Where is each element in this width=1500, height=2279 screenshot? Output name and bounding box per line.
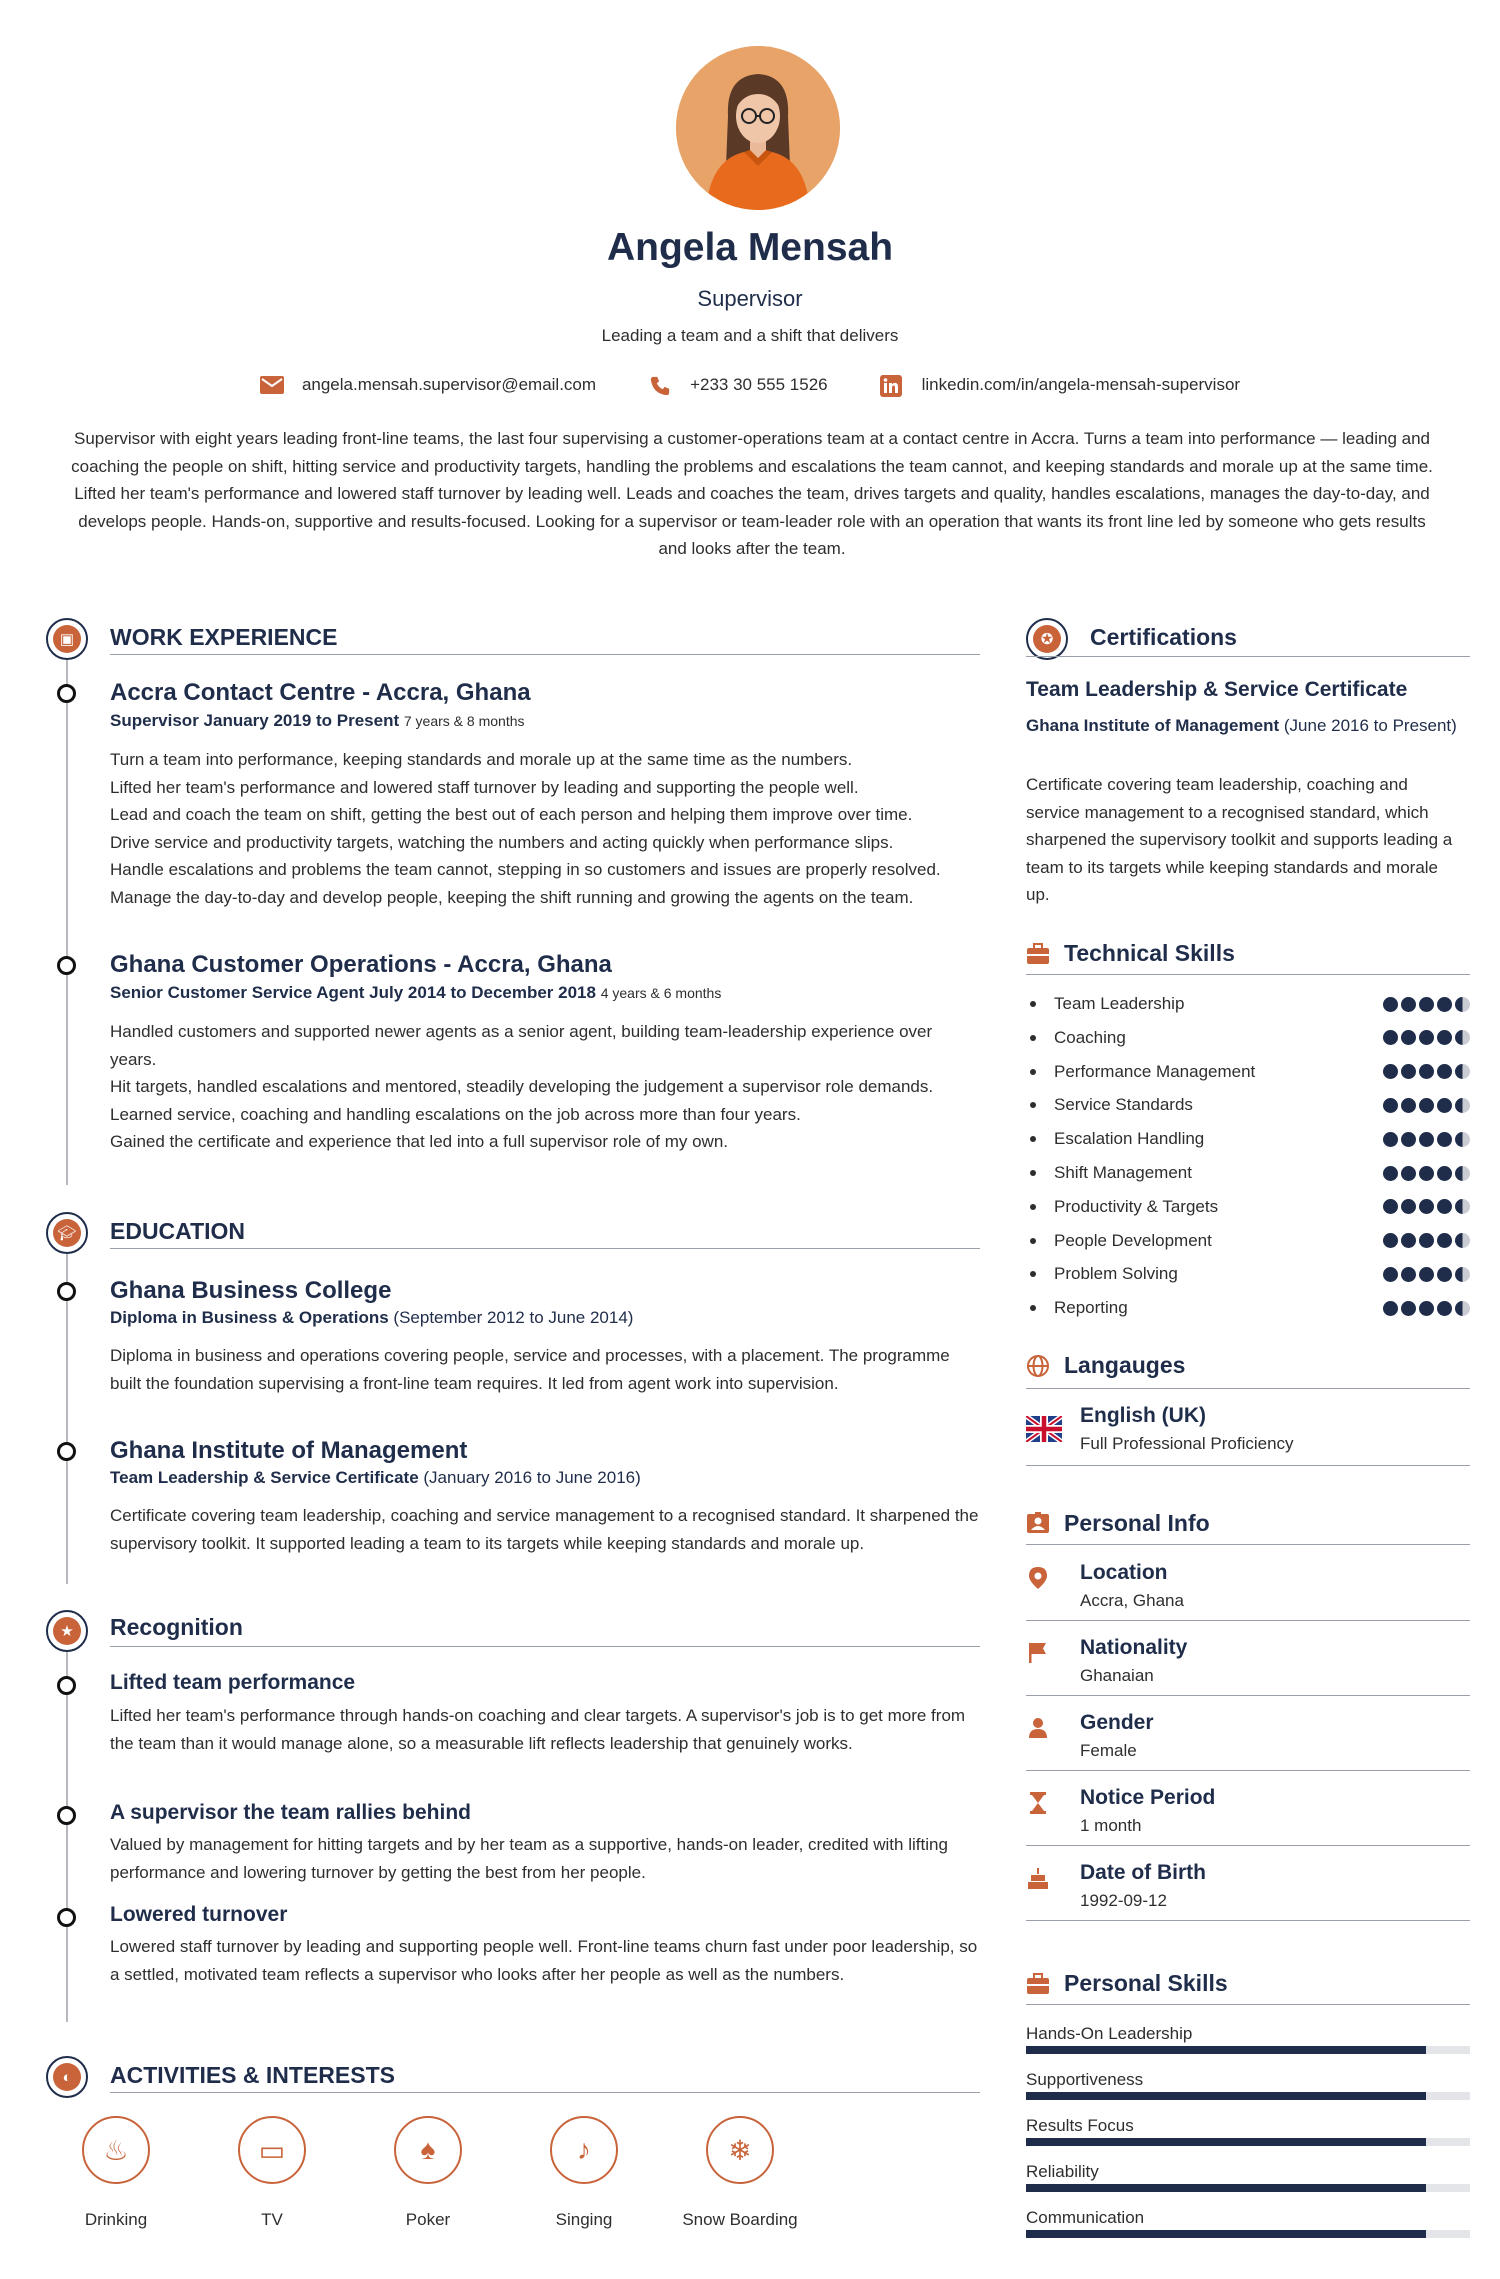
skill-bar-fill <box>1026 2092 1426 2100</box>
skill-row <box>1030 1028 1470 1048</box>
bullet <box>1030 1001 1036 1007</box>
rating-dot <box>1437 1064 1452 1079</box>
education-description: Certificate covering team leadership, coaching and service management to a recognised standard. It sharpened the supervisory toolkit. It supported leading a team to its targets while keeping standards and morale up. <box>110 1506 979 1553</box>
skill-bar-track <box>1026 2138 1470 2146</box>
location-pin-icon <box>1026 1566 1050 1590</box>
rating-dot <box>1383 1267 1398 1282</box>
rating-dot <box>1401 1233 1416 1248</box>
info-value: 1 month <box>1080 1816 1142 1835</box>
education-description: Diploma in business and operations covering people, service and processes, with a placement. The programme built the foundation supervising a front-line team requires. It led from agent work into supervision. <box>110 1346 950 1393</box>
divider <box>1026 1465 1470 1466</box>
divider <box>1026 1695 1470 1696</box>
skill-bar-fill <box>1026 2138 1426 2146</box>
skill-rating <box>1383 1030 1470 1045</box>
rating-dot <box>1383 1098 1398 1113</box>
skill-row <box>1030 1298 1470 1318</box>
education-heading: EDUCATION <box>110 1218 246 1244</box>
personal-skill-label: Results Focus <box>1026 2116 1134 2135</box>
skill-rating <box>1383 1301 1470 1316</box>
personal-skill-label: Supportiveness <box>1026 2070 1144 2089</box>
rating-dot <box>1437 1199 1452 1214</box>
skill-rating <box>1383 1267 1470 1282</box>
rating-dot <box>1437 1132 1452 1147</box>
rating-dot <box>1383 1166 1398 1181</box>
rating-dot <box>1455 1301 1470 1316</box>
rating-dot <box>1437 1030 1452 1045</box>
rating-dot <box>1383 1064 1398 1079</box>
skill-bar-fill <box>1026 2046 1426 2054</box>
rating-dot <box>1455 1199 1470 1214</box>
degree-name: Team Leadership & Service Certificate <box>110 1468 419 1487</box>
rating-dot <box>1383 1030 1398 1045</box>
info-value: Accra, Ghana <box>1080 1591 1184 1610</box>
activities-heading: ACTIVITIES & INTERESTS <box>110 2062 395 2088</box>
rating-dot <box>1437 997 1452 1012</box>
contact-phone[interactable] <box>648 375 828 395</box>
skill-name: People Development <box>1054 1230 1212 1250</box>
person-icon <box>1026 1716 1050 1740</box>
rating-dot <box>1419 1064 1434 1079</box>
activity-item <box>80 2116 152 2230</box>
degree <box>110 1468 641 1488</box>
certificate-badge-icon: ✪ <box>1026 618 1068 660</box>
activity-item <box>548 2116 620 2230</box>
rating-dot <box>1437 1301 1452 1316</box>
toolbox-icon <box>1026 942 1050 966</box>
skill-row <box>1030 1163 1470 1183</box>
recognition-text: Valued by management for hitting targets and by her team as a supportive, hands-on leader, credited with lifting performance and lowering turnover by getting the best from her people. <box>110 1835 948 1882</box>
skill-rating <box>1383 1064 1470 1079</box>
skill-row <box>1030 1062 1470 1082</box>
activities-list <box>80 2116 798 2230</box>
linkedin-icon <box>880 375 904 395</box>
skill-bar-track <box>1026 2184 1470 2192</box>
job-line: Gained the certificate and experience that led into a full supervisor role of my own. <box>110 1132 729 1152</box>
skill-bar-fill <box>1026 2230 1426 2238</box>
skill-rating <box>1383 997 1470 1012</box>
singing-icon: ♪ <box>550 2116 618 2184</box>
contact-linkedin[interactable] <box>880 375 1240 395</box>
divider <box>1026 1770 1470 1771</box>
skill-bar-track <box>1026 2046 1470 2054</box>
rating-dot <box>1419 1199 1434 1214</box>
divider <box>1026 656 1470 657</box>
skill-name: Coaching <box>1054 1027 1126 1047</box>
divider <box>1026 2004 1470 2005</box>
info-label: Gender <box>1080 1711 1154 1734</box>
rating-dot <box>1419 1301 1434 1316</box>
toolbox-icon <box>1026 1972 1050 1996</box>
job-line: Lifted her team's performance and lowered staff turnover by leading and supporting the people well. <box>110 777 859 797</box>
job-line: Drive service and productivity targets, watching the numbers and acting quickly when performance slips. <box>110 832 894 852</box>
skill-name: Performance Management <box>1054 1061 1256 1081</box>
rating-dot <box>1455 1132 1470 1147</box>
skill-rating <box>1383 1166 1470 1181</box>
rating-dot <box>1383 1233 1398 1248</box>
timeline-line <box>66 1652 68 2022</box>
job-line: Learned service, coaching and handling escalations on the job across more than four years. <box>110 1104 801 1124</box>
info-label: Notice Period <box>1080 1786 1216 1809</box>
rating-dot <box>1419 1267 1434 1282</box>
divider <box>1026 1388 1470 1389</box>
skill-name: Escalation Handling <box>1054 1129 1205 1149</box>
skill-row <box>1030 1231 1470 1251</box>
bullet <box>1030 1136 1036 1142</box>
rating-dot <box>1437 1166 1452 1181</box>
rating-dot <box>1437 1267 1452 1282</box>
info-value: Ghanaian <box>1080 1666 1154 1685</box>
info-value: Female <box>1080 1741 1137 1760</box>
personal-skills-heading: Personal Skills <box>1064 1970 1228 1996</box>
info-label: Date of Birth <box>1080 1861 1206 1884</box>
candidate-name: Angela Mensah <box>606 226 894 269</box>
degree-dates: (September 2012 to June 2014) <box>393 1308 634 1327</box>
rating-dot <box>1401 1267 1416 1282</box>
skill-row <box>1030 1264 1470 1284</box>
rating-dot <box>1383 1199 1398 1214</box>
divider <box>1026 1920 1470 1921</box>
tagline: Leading a team and a shift that delivers <box>601 326 899 345</box>
rating-dot <box>1455 997 1470 1012</box>
skill-rating <box>1383 1233 1470 1248</box>
activity-item <box>392 2116 464 2230</box>
rating-dot <box>1401 1098 1416 1113</box>
uk-flag-icon <box>1026 1416 1062 1442</box>
timeline-dot <box>57 1908 76 1927</box>
rating-dot <box>1401 1132 1416 1147</box>
profile-summary: Supervisor with eight years leading front-line teams, the last four supervising a customer-operations team at a contact centre in Accra. Turns a team into performance — leading and coaching the people on shift, hitting service and productivity targets, handling the problems and escalations the team cannot, and keeping standards and morale up at the same time. Lifted her team's performance and lowered staff turnover by leading well. Leads and coaches the team, drives targets and quality, handles escalations, manages the day-to-day, and develops people. Hands-on, supportive and results-focused. Looking for a supervisor or team-leader role with an operation that wants its front line led by someone who gets results and looks after the team. <box>71 429 1433 559</box>
cake-icon <box>1026 1866 1050 1890</box>
divider <box>110 2092 980 2093</box>
issuer-name: Ghana Institute of Management <box>1026 716 1280 735</box>
rating-dot <box>1419 1098 1434 1113</box>
profile-photo <box>676 46 840 210</box>
activity-label: Singing <box>555 2210 613 2229</box>
skill-name: Shift Management <box>1054 1163 1192 1182</box>
job-line: Turn a team into performance, keeping standards and morale up at the same time as the numbers. <box>110 750 853 769</box>
skill-name: Team Leadership <box>1054 994 1185 1013</box>
skill-rating <box>1383 1199 1470 1214</box>
id-card-icon <box>1026 1511 1050 1535</box>
skill-bar-track <box>1026 2092 1470 2100</box>
rating-dot <box>1401 1064 1416 1079</box>
rating-dot <box>1419 1132 1434 1147</box>
divider <box>110 654 980 655</box>
rating-dot <box>1419 1233 1434 1248</box>
rating-dot <box>1401 1301 1416 1316</box>
timeline-dot <box>57 684 76 703</box>
rating-dot <box>1383 1301 1398 1316</box>
timeline-dot <box>57 1442 76 1461</box>
skill-row <box>1030 1095 1470 1115</box>
personal-skill-label: Reliability <box>1026 2162 1099 2181</box>
rating-dot <box>1455 1064 1470 1079</box>
timeline-dot <box>57 956 76 975</box>
recognition-title: A supervisor the team rallies behind <box>110 1801 471 1824</box>
rating-dot <box>1401 1030 1416 1045</box>
activity-item <box>236 2116 308 2230</box>
recognition-text: Lowered staff turnover by leading and supporting people well. Front-line teams churn fast under poor leadership, so a settled, motivated team reflects a supervisor who looks after her people as well as the numbers. <box>110 1937 978 1984</box>
globe-icon <box>1026 1354 1050 1378</box>
work-experience-heading: WORK EXPERIENCE <box>110 624 338 650</box>
rating-dot <box>1401 1199 1416 1214</box>
timeline-dot <box>57 1676 76 1695</box>
degree-dates: (January 2016 to June 2016) <box>423 1468 641 1487</box>
personal-skill-label: Hands-On Leadership <box>1026 2024 1193 2043</box>
rating-dot <box>1455 1166 1470 1181</box>
job-line: Hit targets, handled escalations and mentored, steadily developing the judgement a supervisor role demands. <box>110 1077 934 1097</box>
skill-bar-fill <box>1026 2184 1426 2192</box>
activity-label: Poker <box>405 2210 451 2229</box>
info-value: 1992-09-12 <box>1080 1891 1167 1910</box>
skill-name: Productivity & Targets <box>1054 1196 1219 1216</box>
job-line: Lead and coach the team on shift, getting the best out of each person and helping them improve over time. <box>110 805 913 825</box>
timeline-dot <box>57 1806 76 1825</box>
divider <box>1026 1620 1470 1621</box>
rating-dot <box>1383 997 1398 1012</box>
divider <box>1026 1544 1470 1545</box>
info-label: Location <box>1080 1561 1168 1584</box>
flag-icon <box>1026 1641 1050 1665</box>
phone-text[interactable]: +233 30 555 1526 <box>690 375 828 394</box>
skill-row <box>1030 1197 1470 1217</box>
certificate-issuer <box>1026 714 1466 738</box>
skill-row <box>1030 1129 1470 1149</box>
certificate-name: Team Leadership & Service Certificate <box>1026 678 1408 701</box>
job-company: Accra Contact Centre - Accra, Ghana <box>110 679 531 706</box>
contact-email[interactable] <box>260 375 596 395</box>
rating-dot <box>1401 997 1416 1012</box>
job-role <box>110 983 721 1003</box>
star-award-icon: ★ <box>46 1610 88 1652</box>
bullet <box>1030 1069 1036 1075</box>
snowboarding-icon: ❄ <box>706 2116 774 2184</box>
bullet <box>1030 1238 1036 1244</box>
personal-info-heading: Personal Info <box>1064 1510 1210 1536</box>
technical-skills-heading: Technical Skills <box>1064 940 1235 966</box>
activity-item <box>682 2116 798 2230</box>
divider <box>1026 974 1470 975</box>
bullet <box>1030 1271 1036 1277</box>
recognition-title: Lifted team performance <box>110 1671 356 1694</box>
linkedin-text[interactable]: linkedin.com/in/angela-mensah-supervisor <box>921 375 1241 394</box>
divider <box>1026 1845 1470 1846</box>
job-company: Ghana Customer Operations - Accra, Ghana <box>110 951 612 978</box>
recognition-heading: Recognition <box>110 1614 243 1640</box>
personal-skill-label: Communication <box>1026 2208 1145 2227</box>
email-text[interactable]: angela.mensah.supervisor@email.com <box>301 375 597 394</box>
timeline-line <box>66 1254 68 1584</box>
job-duration: 7 years & 8 months <box>403 713 525 729</box>
job-description <box>110 1018 980 1156</box>
phone-icon <box>648 375 672 395</box>
rating-dot <box>1419 1030 1434 1045</box>
degree <box>110 1308 633 1328</box>
school-name: Ghana Institute of Management <box>110 1437 468 1464</box>
job-role <box>110 711 525 731</box>
activity-label: TV <box>261 2210 283 2229</box>
certifications-heading: Certifications <box>1090 624 1237 650</box>
drinking-icon: ♨ <box>82 2116 150 2184</box>
bullet <box>1030 1035 1036 1041</box>
certificate-dates: (June 2016 to Present) <box>1283 716 1457 735</box>
skill-name: Reporting <box>1054 1298 1128 1318</box>
language-level: Full Professional Proficiency <box>1080 1434 1294 1453</box>
skill-rating <box>1383 1098 1470 1113</box>
rating-dot <box>1437 1098 1452 1113</box>
graduation-cap-icon: 🎓︎ <box>46 1212 88 1254</box>
skill-rating <box>1383 1132 1470 1147</box>
degree-name: Diploma in Business & Operations <box>110 1308 389 1327</box>
tv-icon: ▭ <box>238 2116 306 2184</box>
job-description <box>110 746 980 912</box>
bullet <box>1030 1204 1036 1210</box>
contact-bar <box>0 375 1500 395</box>
skill-name: Problem Solving <box>1054 1264 1178 1284</box>
rating-dot <box>1437 1233 1452 1248</box>
bullet <box>1030 1170 1036 1176</box>
hourglass-icon <box>1026 1791 1050 1815</box>
certificate-description: Certificate covering team leadership, coaching and service management to a recognised standard, which sharpened the supervisory toolkit and supports leading a team to its targets while keeping standards and morale up. <box>1026 775 1453 905</box>
bullet <box>1030 1102 1036 1108</box>
bullet <box>1030 1305 1036 1311</box>
job-title: Supervisor <box>697 286 803 311</box>
info-label: Nationality <box>1080 1636 1188 1659</box>
skill-bar-track <box>1026 2230 1470 2238</box>
job-duration: 4 years & 6 months <box>600 985 722 1001</box>
activity-label: Drinking <box>84 2210 148 2229</box>
job-role-text: Senior Customer Service Agent July 2014 to December 2018 <box>110 983 596 1002</box>
job-line: Handled customers and supported newer agents as a senior agent, building team-leadership experience over years. <box>110 1022 933 1069</box>
activity-label: Snow Boarding <box>682 2210 798 2229</box>
languages-heading: Langauges <box>1064 1352 1186 1378</box>
timeline-dot <box>57 1282 76 1301</box>
school-name: Ghana Business College <box>110 1277 392 1304</box>
rating-dot <box>1419 1166 1434 1181</box>
rating-dot <box>1455 1267 1470 1282</box>
skill-row <box>1030 994 1470 1014</box>
recognition-title: Lowered turnover <box>110 1903 288 1926</box>
rating-dot <box>1401 1166 1416 1181</box>
recognition-text: Lifted her team's performance through hands-on coaching and clear targets. A supervisor's job is to get more from the team than it would manage alone, so a measurable lift reflects leadership that genuinely works. <box>110 1706 966 1753</box>
job-role-text: Supervisor January 2019 to Present <box>110 711 400 730</box>
job-line: Handle escalations and problems the team cannot, stepping in so customers and issues are properly resolved. <box>110 860 941 880</box>
divider <box>110 1646 980 1647</box>
poker-icon: ♠ <box>394 2116 462 2184</box>
rating-dot <box>1455 1030 1470 1045</box>
rating-dot <box>1419 997 1434 1012</box>
rating-dot <box>1383 1132 1398 1147</box>
palette-icon: ◐ <box>46 2056 88 2098</box>
language-name: English (UK) <box>1080 1404 1206 1427</box>
email-icon <box>260 375 284 395</box>
timeline-line <box>66 660 68 1185</box>
skill-name: Service Standards <box>1054 1095 1193 1115</box>
briefcase-icon: ▣ <box>46 618 88 660</box>
rating-dot <box>1455 1233 1470 1248</box>
divider <box>110 1248 980 1249</box>
job-line: Manage the day-to-day and develop people, keeping the shift running and growing the agents on the team. <box>110 887 914 907</box>
rating-dot <box>1455 1098 1470 1113</box>
